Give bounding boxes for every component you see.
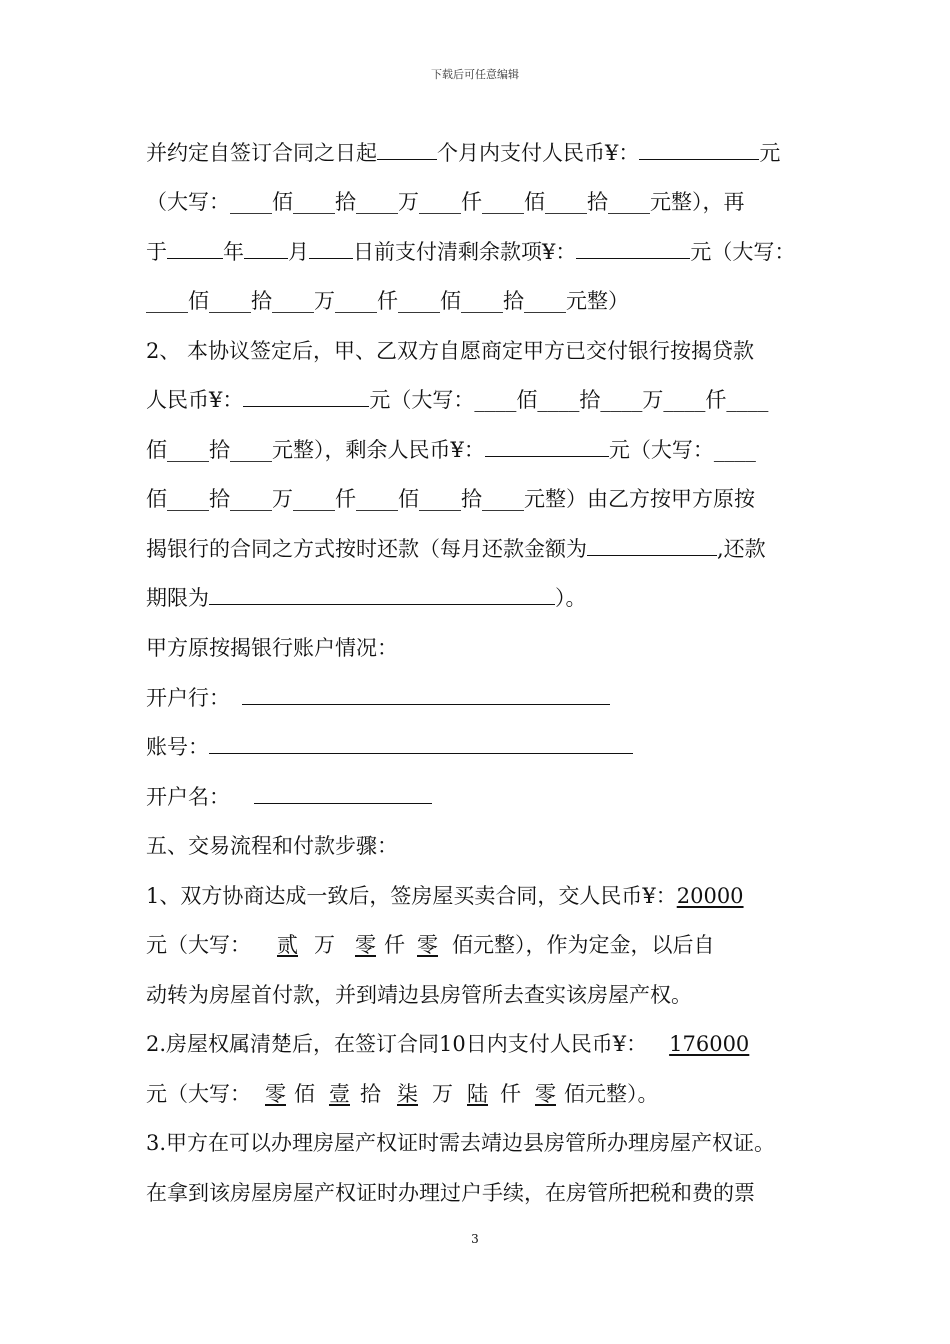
blank-remaining-amount (576, 257, 690, 259)
contract-line: （大写：____佰____拾____万____仟____佰____拾____元整），再 (146, 190, 745, 214)
contract-line: 并约定自签订合同之日起 个月内支付人民币¥： 元 (146, 141, 781, 165)
blank-account-number (209, 752, 633, 754)
blank-account-name (254, 802, 432, 804)
blank-monthly-payment (587, 554, 717, 556)
blank-bank (242, 703, 610, 705)
contract-line: 1、双方协商达成一致后，签房屋买卖合同，交人民币¥：20000 (146, 884, 744, 908)
contract-line: 元（大写： 贰 万 零 仟 零 佰元整），作为定金，以后自 (146, 933, 715, 957)
blank-year (167, 257, 223, 259)
page-number: 3 (471, 1232, 479, 1246)
contract-line: 3.甲方在可以办理房屋产权证时需去靖边县房管所办理房屋产权证。 (146, 1131, 776, 1155)
contract-line: 人民币¥： 元（大写：____佰____拾____万____仟____ (146, 388, 769, 412)
contract-line: 佰____拾____万____仟____佰____拾____元整）由乙方按甲方原按 (146, 487, 755, 511)
section-heading: 五、交易流程和付款步骤： (146, 834, 398, 858)
contract-line: 元（大写： 零 佰 壹 拾 柒 万 陆 仟 零 佰元整）。 (146, 1082, 659, 1106)
contract-line: ____佰____拾____万____仟____佰____拾____元整） (146, 289, 629, 313)
blank-months (377, 158, 437, 160)
blank-amount (639, 158, 759, 160)
contract-line: 在拿到该房屋房屋产权证时办理过户手续，在房管所把税和费的票 (146, 1181, 755, 1205)
blank-term (209, 603, 555, 605)
contract-line: 开户行： (146, 683, 816, 713)
contract-line: 账号： (146, 732, 816, 762)
contract-line: 佰____拾____元整），剩余人民币¥： 元（大写：____ (146, 438, 756, 462)
page-header: 下载后可任意编辑 (431, 68, 519, 81)
contract-line: 期限为 ）。 (146, 586, 587, 610)
blank-day (309, 257, 353, 259)
blank-loan-amount (243, 405, 369, 407)
contract-line: 动转为房屋首付款，并到靖边县房管所去查实该房屋产权。 (146, 983, 692, 1007)
contract-line: 2.房屋权属清楚后，在签订合同10日内支付人民币¥： 176000 (146, 1032, 750, 1056)
contract-line: 甲方原按揭银行账户情况： (146, 636, 398, 660)
contract-line: 开户名： (146, 782, 816, 812)
blank-month (244, 257, 288, 259)
blank-remaining-rmb (485, 455, 609, 457)
contract-line: 于 年 月 日前支付清剩余款项¥： 元（大写： (146, 240, 796, 264)
contract-line: 揭银行的合同之方式按时还款（每月还款金额为 ,还款 (146, 537, 766, 561)
contract-line: 2、 本协议签定后，甲、乙双方自愿商定甲方已交付银行按揭贷款 (146, 339, 755, 363)
